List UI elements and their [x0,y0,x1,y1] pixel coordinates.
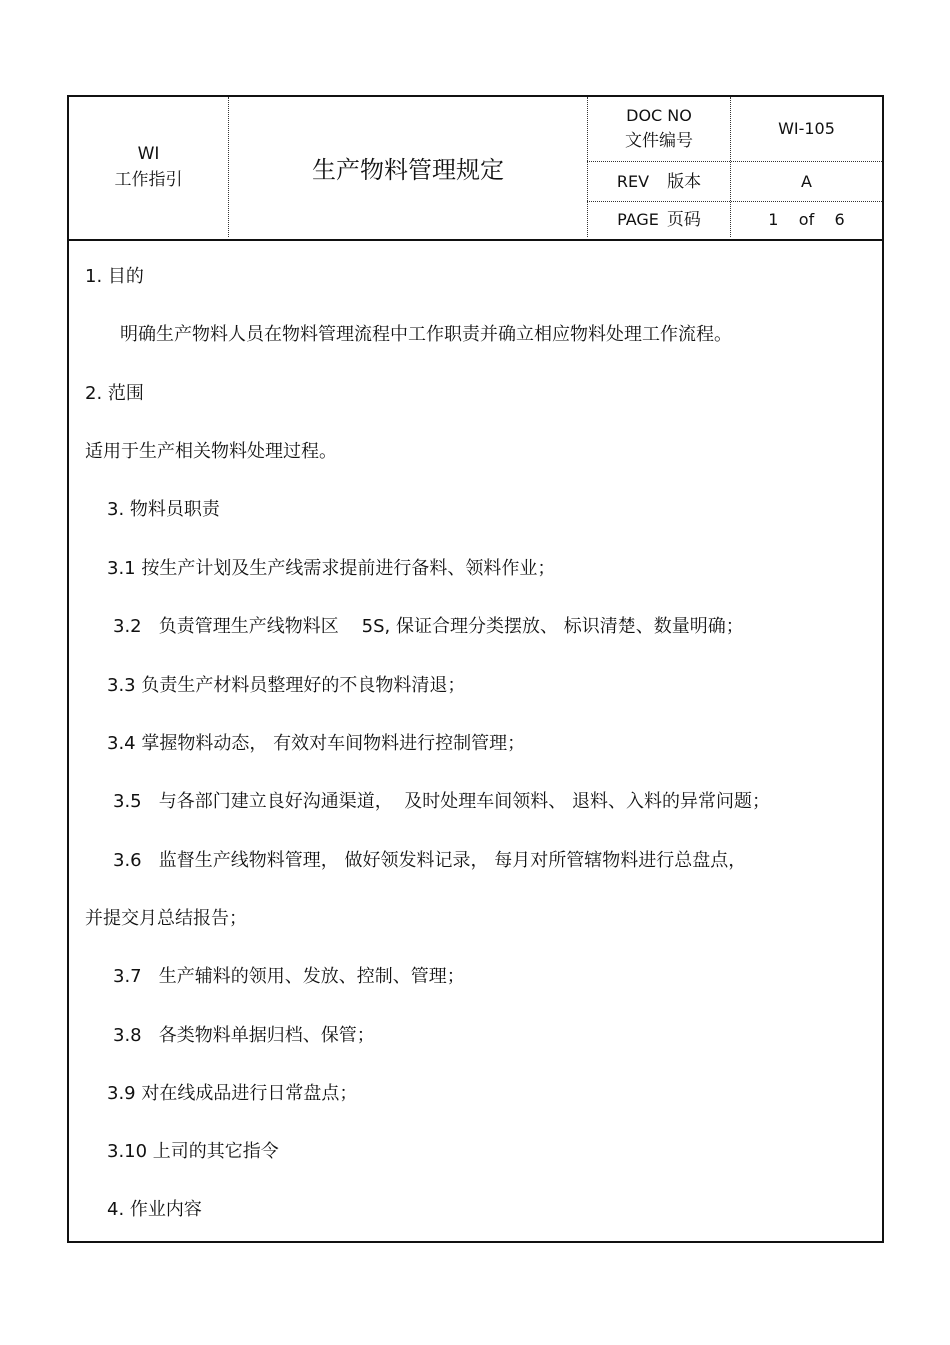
wi-code: WI [137,144,160,164]
doc-no-value-cell [731,97,882,161]
list-item: 3.9 对在线成品进行日常盘点； [107,1083,358,1104]
list-item: 3.1 按生产计划及生产线需求提前进行备料、领料作业； [107,558,556,579]
page-cn: 页码 [666,209,701,230]
rev-cn: 版本 [667,171,702,192]
section-heading-scope: 2. 范围 [85,383,144,404]
paragraph: 适用于生产相关物料处理过程。 [85,441,337,462]
document-title: 生产物料管理规定 [312,155,504,184]
list-item: 3.7 生产辅料的领用、发放、控制、管理； [113,966,465,987]
paragraph: 明确生产物料人员在物料管理流程中工作职责并确立相应物料处理工作流程。 [120,324,732,345]
rev-value: A [801,171,812,191]
rev-label: REV [616,171,650,191]
page-label-cell [588,202,730,237]
section-heading-duties: 3. 物料员职责 [107,499,220,520]
title-cell [229,97,587,237]
list-item: 3.3 负责生产材料员整理好的不良物料清退； [107,675,466,696]
list-item: 3.2 负责管理生产线物料区 5S, 保证合理分类摆放、 标识清楚、数量明确； [113,616,744,637]
list-item: 3.6 监督生产线物料管理， 做好领发料记录， 每月对所管辖物料进行总盘点， [113,850,747,871]
doc-no-cn: 文件编号 [625,131,693,151]
rev-label-cell [588,162,730,201]
rev-value-cell [731,162,882,201]
list-item: 3.5 与各部门建立良好沟通渠道， 及时处理车间领料、 退料、入料的异常问题； [113,791,770,812]
section-heading-work: 4. 作业内容 [107,1199,202,1220]
doc-no-label: DOC NO [626,106,692,125]
wi-cell [69,97,228,237]
page-label: PAGE [617,209,659,229]
document-frame [67,95,884,1243]
document-header [69,97,882,241]
list-item: 3.8 各类物料单据归档、保管； [113,1025,375,1046]
page-value: 1 of 6 [768,209,845,229]
section-heading-purpose: 1. 目的 [85,266,144,287]
wi-label: 工作指引 [114,170,183,190]
list-item-continuation: 并提交月总结报告； [85,908,247,929]
list-item: 3.4 掌握物料动态， 有效对车间物料进行控制管理； [107,733,526,754]
list-item: 3.10 上司的其它指令 [107,1141,279,1162]
doc-no-value: WI-105 [778,119,835,138]
page-value-cell [731,202,882,237]
doc-no-label-cell [588,97,730,161]
